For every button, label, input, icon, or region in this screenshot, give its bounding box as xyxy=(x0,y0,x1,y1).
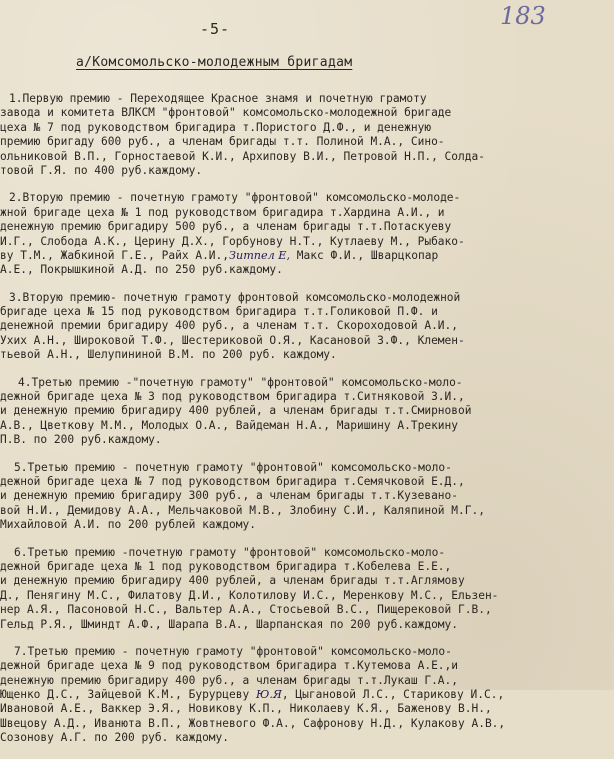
award-line: цеха № 7 под руководством бригадира т.Пористого Д.Ф., и денежную xyxy=(0,120,432,134)
award-paragraph-3 xyxy=(0,290,614,363)
award-line: 5.Третью премию - почетную грамоту "фронтовой" комсомольско-моло- xyxy=(14,460,452,474)
award-line-text: , Цыгановой Л.С., Старикову И.С., xyxy=(281,688,505,702)
award-line: и денежную премию бригадиру 300 руб., а членам бригады т.т.Кузевано- xyxy=(0,489,459,503)
award-line: дежной бригаде цеха № 3 под руководством бригадира т.Ситняковой З.И., xyxy=(0,390,465,404)
award-line: дежной бригаде цеха № 7 под руководством бригадира т.Семячковой Е.Д., xyxy=(0,474,465,488)
award-line: А.Е., Покрышкиной А.Д. по 250 руб.каждому. xyxy=(0,263,283,277)
award-line: 4.Третью премию -"почетную грамоту" "фронтовой" комсомольско-моло- xyxy=(18,375,463,389)
award-line: бригаде цеха № 15 под руководством бригадира т.т.Голиковой П.Ф. и xyxy=(0,305,438,319)
award-line-text: ву Т.М., Жабкиной Г.Е., Райх А.И., xyxy=(0,248,230,262)
award-line: товой Г.Я. по 400 руб.каждому. xyxy=(0,163,203,177)
award-line: А.В., Цветкову М.М., Молодых О.А., Вайдеман Н.А., Маришину А.Трекину xyxy=(0,418,459,432)
award-line: Михайловой А.И. по 200 рублей каждому. xyxy=(0,518,256,532)
award-line: дежной бригаде цеха № 1 под руководством бригадира т.Кобелева Е.Е., xyxy=(0,559,452,573)
award-line: 1.Первую премию - Переходящее Красное знамя и почетную грамоту xyxy=(9,92,427,105)
award-line: вой Н.И., Демидову А.А., Мельчаковой М.В., Злобину С.И., Каляпиной М.Г., xyxy=(0,503,485,517)
award-line: дежной бригаде цеха № 9 под руководством бригадира т.Кутемова А.Е.,и xyxy=(0,659,459,673)
awards-list xyxy=(0,92,614,759)
award-paragraph-2 xyxy=(0,191,614,277)
award-paragraph-5 xyxy=(0,460,614,533)
section-prefix: а/ xyxy=(76,55,93,70)
award-line: И.Г., Слобода А.К., Церину Д.Х., Горбунову Н.Т., Кутлаеву М., Рыбако- xyxy=(0,234,465,248)
award-paragraph-1 xyxy=(0,92,614,178)
award-line: тьевой А.Н., Шелупининой В.М. по 200 руб. каждому. xyxy=(0,348,337,362)
award-line: Швецову А.Д., Иванюта В.П., Жовтневого Ф.А., Сафронову Н.Д., Кулакову А.В., xyxy=(0,716,506,730)
award-line: денежной премии бригадиру 400 руб., а членам т.т. Скороходовой А.И., xyxy=(0,319,459,333)
award-line-with-handwriting xyxy=(0,249,614,263)
award-line: нер А.Я., Пасоновой Н.С., Вальтер А.А., Стосьевой В.С., Пищерековой Г.В., xyxy=(0,603,492,617)
archive-sheet-number: 183 xyxy=(500,2,546,30)
award-line: жной бригаде цеха № 1 под руководством бригадира т.Хардина А.И., и xyxy=(0,205,445,219)
award-line: Ухих А.Н., Широковой Т.Ф., Шестериковой О.Я., Касановой З.Ф., Клемен- xyxy=(0,333,465,347)
award-line: 6.Третью премию -почетную грамоту "фронтовой" комсомольско-моло- xyxy=(14,545,446,559)
handwritten-insertion: Ю.Я xyxy=(255,688,282,702)
award-line: денежную премию бригадиру 500 руб., а членам бригады т.т.Потаскуеву xyxy=(0,220,452,234)
award-line: завода и комитета ВЛКСМ "фронтовой" комсомольско-молодежной бригаде xyxy=(0,106,452,120)
award-line: денежную премию бригадиру 400 руб., а членам бригады т.т.Лукаш Г.А., xyxy=(0,673,459,687)
award-line: ольниковой В.П., Горностаевой К.И., Архипову В.И., Петровой Н.П., Солда- xyxy=(0,149,485,163)
award-line: и денежную премию бригадиру 400 рублей, а членам бригады т.т.Аглямову xyxy=(0,574,465,588)
award-line: премию бригаду 600 руб., а членам бригады т.т. Полиной М.А., Сино- xyxy=(0,135,445,149)
award-line: 2.Вторую премию - почетную грамоту "фронтовой" комсомольско-молоде- xyxy=(9,191,461,205)
award-line: 7.Третью премию - почетную грамоту "фронтовой" комсомольско-моло- xyxy=(14,644,452,658)
award-line: Созонову А.Г. по 200 руб. каждому. xyxy=(0,731,230,745)
award-line-text: Макс Ф.И., Шварцкопар xyxy=(296,248,439,262)
award-paragraph-6 xyxy=(0,545,614,632)
award-paragraph-4 xyxy=(0,375,614,448)
section-title: Комсомольско-молодежным бригадам xyxy=(92,55,353,70)
award-line: Гельд Р.Я., Шминдт А.Ф., Шарапа В.А., Шарпанская по 200 руб.каждому. xyxy=(0,617,459,631)
award-line: П.В. по 200 руб.каждому. xyxy=(0,433,162,447)
handwritten-insertion: Зитпел Е, xyxy=(229,248,291,262)
award-line: 3.Вторую премию- почетную грамоту фронтовой комсомольско-молодежной xyxy=(9,290,461,304)
award-paragraph-7 xyxy=(0,644,614,746)
page-number: -5- xyxy=(200,20,231,38)
award-line-text: Ющенко Д.С., Зайцевой К.М., Бурурцеву xyxy=(0,688,250,702)
award-line: и денежную премию бригадиру 400 рублей, а членам бригады т.т.Смирновой xyxy=(0,404,472,418)
award-line: Д., Пенягину М.С., Филатову Д.И., Колотилову И.С., Меренкову М.С., Ельзен- xyxy=(0,588,499,602)
award-line-with-handwriting xyxy=(0,688,614,702)
section-heading xyxy=(76,55,352,70)
award-line: Ивановой А.Е., Ваккер Э.Я., Новикову К.П., Николаеву К.Я., Баженову В.Н., xyxy=(0,702,492,716)
